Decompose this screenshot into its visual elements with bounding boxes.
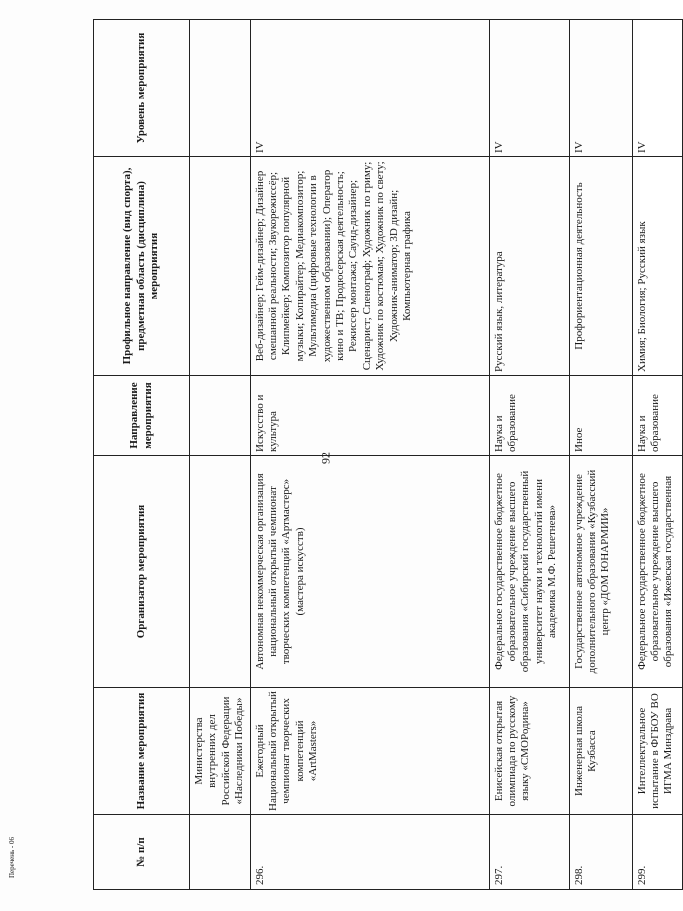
table-row — [190, 20, 251, 890]
header-profile: Профильное направление (вид спорта), предметная область (дисциплина) мероприятия — [94, 157, 190, 376]
header-level: Уровень мероприятия — [94, 20, 190, 157]
level: IV — [632, 20, 682, 157]
organizer: Государственное автономное учреждение дополнительного образования «Кузбасский центр «ДОМ ЮНАРМИИ» — [569, 456, 632, 688]
row-number — [190, 815, 251, 890]
level: IV — [250, 20, 489, 157]
rotated-table-container — [93, 20, 675, 890]
footer-note: Перечень - 06 — [8, 837, 16, 878]
event-name: Интеллектуальное испытание в ФГБОУ ВО ИГМА Минздрава — [632, 688, 682, 815]
table-header-row — [94, 20, 190, 890]
header-direction: Направление мероприятия — [94, 376, 190, 456]
profile: Химия; Биология; Русский язык — [632, 157, 682, 376]
table-row — [489, 20, 569, 890]
row-number: 298. — [569, 815, 632, 890]
direction: Искусство и культура — [250, 376, 489, 456]
event-name: Енисейская открытая олимпиада по русскому языку «СМОРодина» — [489, 688, 569, 815]
organizer: Федеральное государственное бюджетное образовательное учреждение высшего образования «Ижевская государственная — [632, 456, 682, 688]
header-number: № п/п — [94, 815, 190, 890]
row-number: 299. — [632, 815, 682, 890]
profile — [190, 157, 251, 376]
level — [190, 20, 251, 157]
direction — [190, 376, 251, 456]
event-name: Инженерная школа Кузбасса — [569, 688, 632, 815]
level: IV — [569, 20, 632, 157]
organizer: Федеральное государственное бюджетное образовательное учреждение высшего образования «Сибирский государственный университет науки и технологий имени академика М.Ф. Решетнева» — [489, 456, 569, 688]
table-row — [250, 20, 489, 890]
page-number: 92 — [318, 452, 333, 464]
row-number: 296. — [250, 815, 489, 890]
events-table — [93, 19, 683, 890]
event-name: Ежегодный Национальный открытый чемпионат творческих компетенций «ArtMasters» — [250, 688, 489, 815]
direction: Наука и образование — [632, 376, 682, 456]
header-organizer: Организатор мероприятия — [94, 456, 190, 688]
profile: Веб-дизайнер; Гейм-дизайнер; Дизайнер смешанной реальности; Звукорежиссёр; Клипмейкер; Композитор популярной музыки; Копирайтер; Медиакомпозитор; Мультимедиа (цифровые технологии в художественном образовании); Оператор кино и ТВ; Продюсерская деятельность; Режиссер монтажа; Саунд-дизайнер; Сценарист; Спенограф; Художник по гриму; Художник по костюмам; Художник по свету; Художник-аниматор; 3D дизайн; Компьютерная графика — [250, 157, 489, 376]
organizer — [190, 456, 251, 688]
level: IV — [489, 20, 569, 157]
direction: Иное — [569, 376, 632, 456]
direction: Наука и образование — [489, 376, 569, 456]
row-number: 297. — [489, 815, 569, 890]
table-row — [569, 20, 632, 890]
header-event-name: Название мероприятия — [94, 688, 190, 815]
profile: Профориентационная деятельность — [569, 157, 632, 376]
organizer: Автономная некоммерческая организация национальный открытый чемпионат творческих компетенций «Артмастерс» (мастера искусств) — [250, 456, 489, 688]
profile: Русский язык, литература — [489, 157, 569, 376]
event-name: Министерства внутренних дел Российской Федерации «Наследники Победы» — [190, 688, 251, 815]
table-row — [632, 20, 682, 890]
